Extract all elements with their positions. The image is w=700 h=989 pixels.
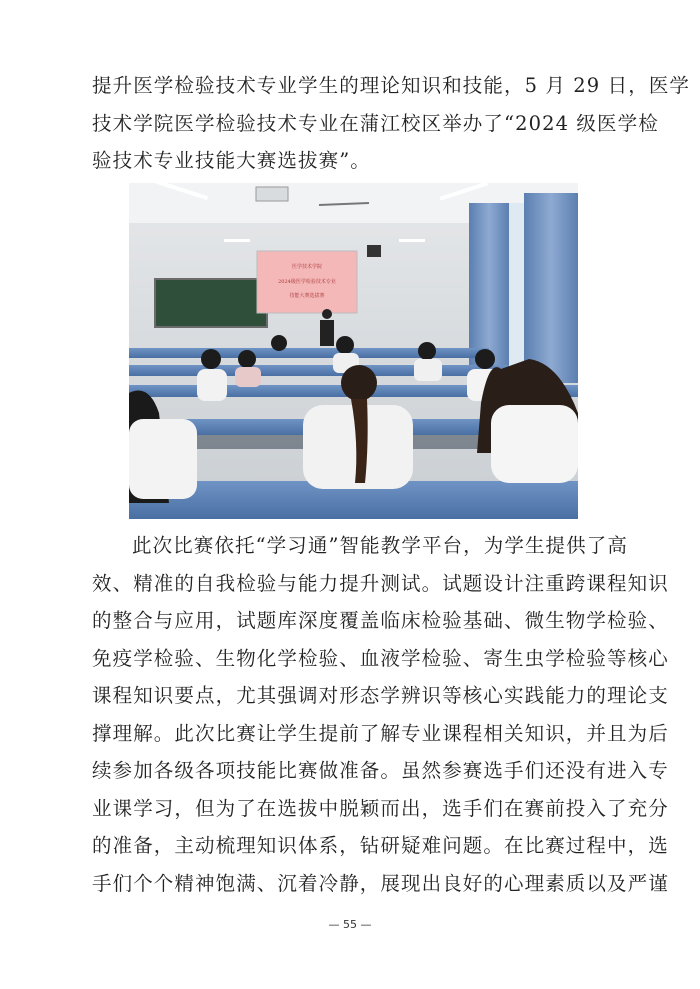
classroom-photo [129, 183, 578, 519]
screen-title: 医学技术学院 [291, 264, 323, 270]
intro-paragraph [92, 67, 691, 180]
body-line-9: 的准备，主动梳理知识体系，钻研疑难问题。在比赛过程中，选 [92, 834, 669, 857]
classroom-illustration [129, 183, 578, 519]
body-line-8: 业课学习，但为了在选拔中脱颖而出，选手们在赛前投入了充分 [92, 796, 669, 820]
screen-event: 技能大赛选拔赛 [289, 293, 325, 299]
page-number: — 55 — [328, 918, 372, 931]
body-line-3: 的整合与应用，试题库深度覆盖临床检验基础、微生物学检验、 [92, 609, 669, 632]
body-line-2: 效、精准的自我检验与能力提升测试。试题设计注重跨课程知识 [92, 571, 669, 595]
body-paragraph [92, 527, 669, 902]
body-line-7: 续参加各级各项技能比赛做准备。虽然参赛选手们还没有进入专 [92, 759, 669, 782]
intro-line-1: 提升医学检验技术专业学生的理论知识和技能，5 月 29 日，医学 [92, 74, 691, 97]
body-line-4: 免疫学检验、生物化学检验、血液学检验、寄生虫学检验等核心 [92, 646, 669, 670]
intro-line-2: 技术学院医学检验技术专业在蒲江校区举办了“2024 级医学检 [92, 111, 659, 135]
body-line-6: 撑理解。此次比赛让学生提前了解专业课程相关知识，并且为后 [92, 721, 669, 745]
body-line-1: 此次比赛依托“学习通”智能教学平台，为学生提供了高 [132, 534, 628, 557]
intro-line-3: 验技术专业技能大赛选拔赛”。 [92, 149, 371, 172]
body-line-10: 手们个个精神饱满、沉着冷静，展现出良好的心理素质以及严谨 [92, 871, 669, 895]
body-line-5: 课程知识要点，尤其强调对形态学辨识等核心实践能力的理论支 [92, 684, 669, 707]
screen-subtitle: 2024级医学检验技术专业 [278, 279, 336, 285]
